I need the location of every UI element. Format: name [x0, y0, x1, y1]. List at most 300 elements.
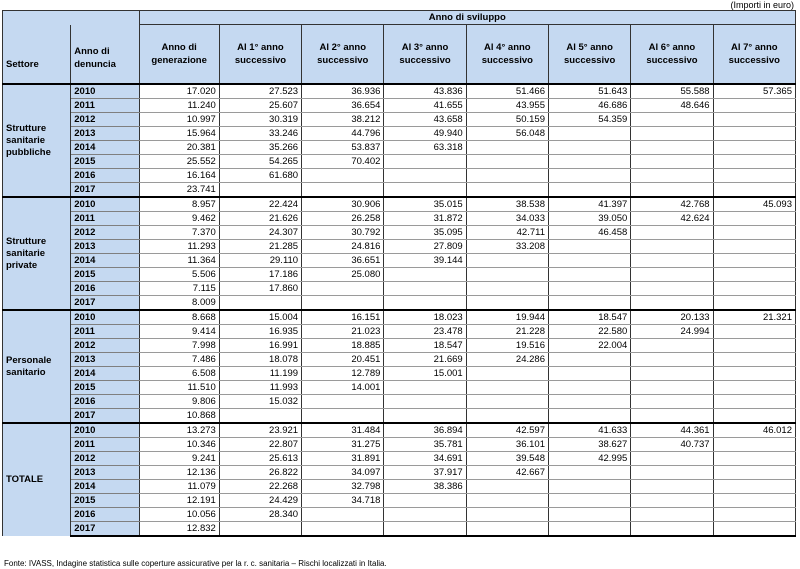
value-cell — [466, 395, 548, 409]
value-cell — [713, 141, 795, 155]
value-cell: 9.414 — [139, 325, 219, 339]
value-cell — [302, 169, 384, 183]
value-cell — [713, 494, 795, 508]
value-cell — [713, 127, 795, 141]
value-cell — [219, 409, 301, 424]
value-cell: 42.667 — [466, 466, 548, 480]
claim-year-cell: 2013 — [71, 466, 139, 480]
value-cell — [548, 353, 630, 367]
claims-development-table — [2, 10, 796, 537]
value-cell: 35.781 — [384, 438, 466, 452]
value-cell — [713, 438, 795, 452]
value-cell: 24.816 — [302, 240, 384, 254]
value-cell — [548, 395, 630, 409]
table-row — [3, 197, 796, 212]
value-cell: 25.552 — [139, 155, 219, 169]
value-cell: 27.809 — [384, 240, 466, 254]
value-cell: 46.686 — [548, 99, 630, 113]
value-cell — [384, 494, 466, 508]
value-cell: 15.004 — [219, 310, 301, 325]
table-row — [3, 212, 796, 226]
value-cell: 39.548 — [466, 452, 548, 466]
value-cell — [466, 381, 548, 395]
value-cell: 54.265 — [219, 155, 301, 169]
sector-label: Personale sanitario — [3, 310, 71, 423]
claim-year-cell: 2010 — [71, 310, 139, 325]
value-cell: 7.370 — [139, 226, 219, 240]
value-cell: 30.792 — [302, 226, 384, 240]
value-cell: 42.995 — [548, 452, 630, 466]
value-cell: 17.860 — [219, 282, 301, 296]
value-cell — [548, 268, 630, 282]
table-row — [3, 480, 796, 494]
claim-year-cell: 2011 — [71, 325, 139, 339]
value-cell — [631, 522, 713, 537]
value-cell: 24.994 — [631, 325, 713, 339]
value-cell: 13.273 — [139, 423, 219, 438]
value-cell: 53.837 — [302, 141, 384, 155]
value-cell: 6.508 — [139, 367, 219, 381]
value-cell: 18.023 — [384, 310, 466, 325]
value-cell: 42.597 — [466, 423, 548, 438]
value-cell — [384, 155, 466, 169]
value-cell: 34.718 — [302, 494, 384, 508]
value-cell: 27.523 — [219, 84, 301, 99]
value-cell — [466, 409, 548, 424]
value-cell — [631, 127, 713, 141]
sector-label: Strutture sanitarie private — [3, 197, 71, 310]
value-cell — [713, 169, 795, 183]
value-cell: 15.964 — [139, 127, 219, 141]
value-cell: 10.868 — [139, 409, 219, 424]
value-cell — [302, 395, 384, 409]
value-cell — [302, 409, 384, 424]
value-cell: 11.510 — [139, 381, 219, 395]
value-cell: 21.321 — [713, 310, 795, 325]
value-cell — [713, 212, 795, 226]
value-cell: 25.080 — [302, 268, 384, 282]
value-cell: 36.651 — [302, 254, 384, 268]
claim-year-cell: 2015 — [71, 155, 139, 169]
value-cell — [384, 183, 466, 198]
value-cell: 56.048 — [466, 127, 548, 141]
value-cell: 43.836 — [384, 84, 466, 99]
table-row — [3, 381, 796, 395]
currency-note: (Importi in euro) — [730, 0, 794, 10]
value-cell: 34.097 — [302, 466, 384, 480]
value-cell — [631, 169, 713, 183]
claim-year-cell: 2016 — [71, 282, 139, 296]
value-cell: 24.307 — [219, 226, 301, 240]
value-cell: 11.079 — [139, 480, 219, 494]
value-cell — [302, 522, 384, 537]
value-cell: 21.023 — [302, 325, 384, 339]
value-cell: 46.458 — [548, 226, 630, 240]
value-cell — [548, 169, 630, 183]
value-cell: 20.381 — [139, 141, 219, 155]
table-body — [3, 84, 796, 536]
value-cell — [219, 522, 301, 537]
value-cell: 9.806 — [139, 395, 219, 409]
claim-year-cell: 2014 — [71, 480, 139, 494]
value-cell — [466, 155, 548, 169]
value-cell — [548, 508, 630, 522]
value-cell — [631, 296, 713, 311]
column-header: Al 3° anno successivo — [384, 25, 466, 85]
table-row — [3, 169, 796, 183]
value-cell — [466, 183, 548, 198]
claim-year-cell: 2015 — [71, 494, 139, 508]
value-cell — [631, 254, 713, 268]
sector-label: Strutture sanitarie pubbliche — [3, 84, 71, 197]
value-cell — [713, 99, 795, 113]
value-cell — [713, 522, 795, 537]
value-cell: 41.655 — [384, 99, 466, 113]
value-cell: 21.669 — [384, 353, 466, 367]
value-cell: 19.516 — [466, 339, 548, 353]
value-cell — [713, 183, 795, 198]
value-cell: 18.078 — [219, 353, 301, 367]
value-cell: 37.917 — [384, 466, 466, 480]
value-cell — [713, 367, 795, 381]
claim-year-cell: 2014 — [71, 367, 139, 381]
table-row — [3, 268, 796, 282]
value-cell: 61.680 — [219, 169, 301, 183]
value-cell: 36.936 — [302, 84, 384, 99]
column-header: Al 4° anno successivo — [466, 25, 548, 85]
table-row — [3, 183, 796, 198]
claim-year-cell: 2013 — [71, 353, 139, 367]
value-cell — [302, 183, 384, 198]
value-cell: 11.199 — [219, 367, 301, 381]
value-cell: 11.293 — [139, 240, 219, 254]
value-cell: 25.607 — [219, 99, 301, 113]
value-cell: 41.633 — [548, 423, 630, 438]
value-cell: 42.768 — [631, 197, 713, 212]
column-header: Al 1° anno successivo — [219, 25, 301, 85]
value-cell: 31.872 — [384, 212, 466, 226]
value-cell: 5.506 — [139, 268, 219, 282]
value-cell: 28.340 — [219, 508, 301, 522]
claim-year-cell: 2012 — [71, 339, 139, 353]
value-cell: 31.484 — [302, 423, 384, 438]
claim-year-cell: 2013 — [71, 240, 139, 254]
value-cell: 50.159 — [466, 113, 548, 127]
table-row — [3, 494, 796, 508]
value-cell — [302, 508, 384, 522]
value-cell: 43.955 — [466, 99, 548, 113]
value-cell: 9.462 — [139, 212, 219, 226]
source-note: Fonte: IVASS, Indagine statistica sulle coperture assicurative per la r. c. sanitaria – Rischi localizzati in Italia. — [4, 559, 387, 568]
value-cell: 40.737 — [631, 438, 713, 452]
value-cell: 31.891 — [302, 452, 384, 466]
value-cell — [466, 367, 548, 381]
value-cell — [466, 169, 548, 183]
claims-table-wrapper — [2, 10, 796, 537]
value-cell: 16.151 — [302, 310, 384, 325]
table-row — [3, 282, 796, 296]
value-cell — [713, 508, 795, 522]
table-row — [3, 339, 796, 353]
table-row — [3, 423, 796, 438]
value-cell: 12.191 — [139, 494, 219, 508]
value-cell: 34.691 — [384, 452, 466, 466]
value-cell — [713, 339, 795, 353]
value-cell: 42.624 — [631, 212, 713, 226]
value-cell — [384, 169, 466, 183]
value-cell: 32.798 — [302, 480, 384, 494]
value-cell — [302, 296, 384, 311]
value-cell — [548, 466, 630, 480]
value-cell — [384, 508, 466, 522]
value-cell: 10.346 — [139, 438, 219, 452]
value-cell: 8.009 — [139, 296, 219, 311]
value-cell — [384, 282, 466, 296]
value-cell: 39.144 — [384, 254, 466, 268]
value-cell: 26.822 — [219, 466, 301, 480]
value-cell: 36.654 — [302, 99, 384, 113]
header-blank — [3, 11, 140, 25]
value-cell: 51.643 — [548, 84, 630, 99]
value-cell — [631, 381, 713, 395]
value-cell — [713, 381, 795, 395]
value-cell: 7.998 — [139, 339, 219, 353]
value-cell — [548, 155, 630, 169]
claim-year-cell: 2010 — [71, 423, 139, 438]
value-cell — [713, 325, 795, 339]
value-cell: 35.015 — [384, 197, 466, 212]
value-cell — [548, 141, 630, 155]
value-cell — [631, 141, 713, 155]
value-cell: 12.789 — [302, 367, 384, 381]
value-cell: 44.361 — [631, 423, 713, 438]
value-cell: 11.364 — [139, 254, 219, 268]
value-cell — [713, 113, 795, 127]
value-cell: 23.478 — [384, 325, 466, 339]
value-cell — [713, 480, 795, 494]
value-cell: 22.004 — [548, 339, 630, 353]
value-cell — [713, 226, 795, 240]
value-cell — [548, 240, 630, 254]
value-cell: 24.429 — [219, 494, 301, 508]
value-cell — [631, 452, 713, 466]
claim-year-cell: 2012 — [71, 452, 139, 466]
value-cell — [631, 480, 713, 494]
value-cell — [713, 155, 795, 169]
value-cell: 57.365 — [713, 84, 795, 99]
value-cell: 29.110 — [219, 254, 301, 268]
value-cell — [548, 282, 630, 296]
value-cell — [631, 367, 713, 381]
value-cell: 23.741 — [139, 183, 219, 198]
claim-year-cell: 2017 — [71, 183, 139, 198]
value-cell: 8.957 — [139, 197, 219, 212]
value-cell: 19.944 — [466, 310, 548, 325]
table-row — [3, 127, 796, 141]
table-row — [3, 226, 796, 240]
value-cell: 34.033 — [466, 212, 548, 226]
value-cell — [466, 296, 548, 311]
value-cell — [548, 409, 630, 424]
value-cell — [631, 113, 713, 127]
claim-year-cell: 2017 — [71, 409, 139, 424]
value-cell: 16.991 — [219, 339, 301, 353]
table-row — [3, 395, 796, 409]
value-cell: 26.258 — [302, 212, 384, 226]
development-year-header: Anno di sviluppo — [139, 11, 796, 25]
value-cell: 51.466 — [466, 84, 548, 99]
value-cell — [631, 508, 713, 522]
table-row — [3, 155, 796, 169]
value-cell: 10.997 — [139, 113, 219, 127]
claim-year-cell: 2012 — [71, 226, 139, 240]
value-cell: 12.832 — [139, 522, 219, 537]
table-row — [3, 325, 796, 339]
value-cell: 10.056 — [139, 508, 219, 522]
claim-year-cell: 2016 — [71, 395, 139, 409]
value-cell — [631, 409, 713, 424]
value-cell: 42.711 — [466, 226, 548, 240]
value-cell: 36.101 — [466, 438, 548, 452]
value-cell — [548, 127, 630, 141]
value-cell: 33.246 — [219, 127, 301, 141]
value-cell: 54.359 — [548, 113, 630, 127]
value-cell — [466, 254, 548, 268]
value-cell: 20.133 — [631, 310, 713, 325]
value-cell: 7.486 — [139, 353, 219, 367]
claim-year-cell: 2015 — [71, 268, 139, 282]
value-cell: 11.993 — [219, 381, 301, 395]
value-cell: 18.885 — [302, 339, 384, 353]
value-cell — [384, 268, 466, 282]
value-cell: 31.275 — [302, 438, 384, 452]
claim-year-cell: 2015 — [71, 381, 139, 395]
value-cell — [631, 353, 713, 367]
table-row — [3, 310, 796, 325]
value-cell: 15.001 — [384, 367, 466, 381]
value-cell: 30.319 — [219, 113, 301, 127]
value-cell — [713, 268, 795, 282]
value-cell: 21.228 — [466, 325, 548, 339]
value-cell — [631, 339, 713, 353]
value-cell: 30.906 — [302, 197, 384, 212]
value-cell: 38.538 — [466, 197, 548, 212]
table-row — [3, 113, 796, 127]
value-cell — [466, 282, 548, 296]
value-cell — [713, 240, 795, 254]
value-cell: 22.424 — [219, 197, 301, 212]
claim-year-cell: 2017 — [71, 296, 139, 311]
value-cell — [631, 155, 713, 169]
value-cell — [548, 367, 630, 381]
value-cell: 22.807 — [219, 438, 301, 452]
value-cell — [466, 480, 548, 494]
value-cell — [713, 452, 795, 466]
value-cell — [466, 508, 548, 522]
value-cell: 16.164 — [139, 169, 219, 183]
value-cell: 25.613 — [219, 452, 301, 466]
claim-year-cell: 2010 — [71, 84, 139, 99]
value-cell — [548, 254, 630, 268]
value-cell: 38.627 — [548, 438, 630, 452]
value-cell: 12.136 — [139, 466, 219, 480]
value-cell: 24.286 — [466, 353, 548, 367]
claim-year-cell: 2011 — [71, 438, 139, 452]
value-cell — [548, 296, 630, 311]
table-row — [3, 508, 796, 522]
value-cell — [713, 282, 795, 296]
column-header: Anno di generazione — [139, 25, 219, 85]
value-cell: 23.921 — [219, 423, 301, 438]
claim-year-cell: 2014 — [71, 141, 139, 155]
column-header: Al 5° anno successivo — [548, 25, 630, 85]
value-cell — [631, 268, 713, 282]
value-cell: 38.212 — [302, 113, 384, 127]
value-cell — [713, 296, 795, 311]
value-cell: 38.386 — [384, 480, 466, 494]
value-cell: 8.668 — [139, 310, 219, 325]
claim-year-cell: 2010 — [71, 197, 139, 212]
settore-header: Settore — [3, 25, 71, 85]
claim-year-cell: 2017 — [71, 522, 139, 537]
value-cell: 21.626 — [219, 212, 301, 226]
value-cell — [631, 226, 713, 240]
value-cell: 17.020 — [139, 84, 219, 99]
value-cell — [466, 141, 548, 155]
column-header: Al 6° anno successivo — [631, 25, 713, 85]
value-cell: 17.186 — [219, 268, 301, 282]
table-row — [3, 522, 796, 537]
value-cell: 7.115 — [139, 282, 219, 296]
value-cell: 44.796 — [302, 127, 384, 141]
value-cell — [384, 296, 466, 311]
value-cell: 55.588 — [631, 84, 713, 99]
value-cell — [384, 522, 466, 537]
value-cell: 21.285 — [219, 240, 301, 254]
anno-denuncia-header: Anno di denuncia — [71, 25, 139, 85]
value-cell: 45.093 — [713, 197, 795, 212]
value-cell: 18.547 — [384, 339, 466, 353]
value-cell — [631, 183, 713, 198]
value-cell: 20.451 — [302, 353, 384, 367]
value-cell: 22.268 — [219, 480, 301, 494]
value-cell: 36.894 — [384, 423, 466, 438]
table-row — [3, 254, 796, 268]
value-cell — [384, 409, 466, 424]
value-cell — [713, 466, 795, 480]
value-cell: 70.402 — [302, 155, 384, 169]
value-cell — [466, 522, 548, 537]
value-cell: 33.208 — [466, 240, 548, 254]
value-cell: 9.241 — [139, 452, 219, 466]
table-row — [3, 141, 796, 155]
value-cell — [713, 254, 795, 268]
value-cell — [713, 409, 795, 424]
claim-year-cell: 2014 — [71, 254, 139, 268]
value-cell: 43.658 — [384, 113, 466, 127]
table-row — [3, 296, 796, 311]
value-cell — [548, 480, 630, 494]
value-cell — [219, 183, 301, 198]
table-row — [3, 452, 796, 466]
value-cell — [631, 282, 713, 296]
value-cell: 18.547 — [548, 310, 630, 325]
value-cell — [631, 240, 713, 254]
value-cell: 48.646 — [631, 99, 713, 113]
value-cell — [631, 466, 713, 480]
claim-year-cell: 2011 — [71, 212, 139, 226]
value-cell — [631, 494, 713, 508]
